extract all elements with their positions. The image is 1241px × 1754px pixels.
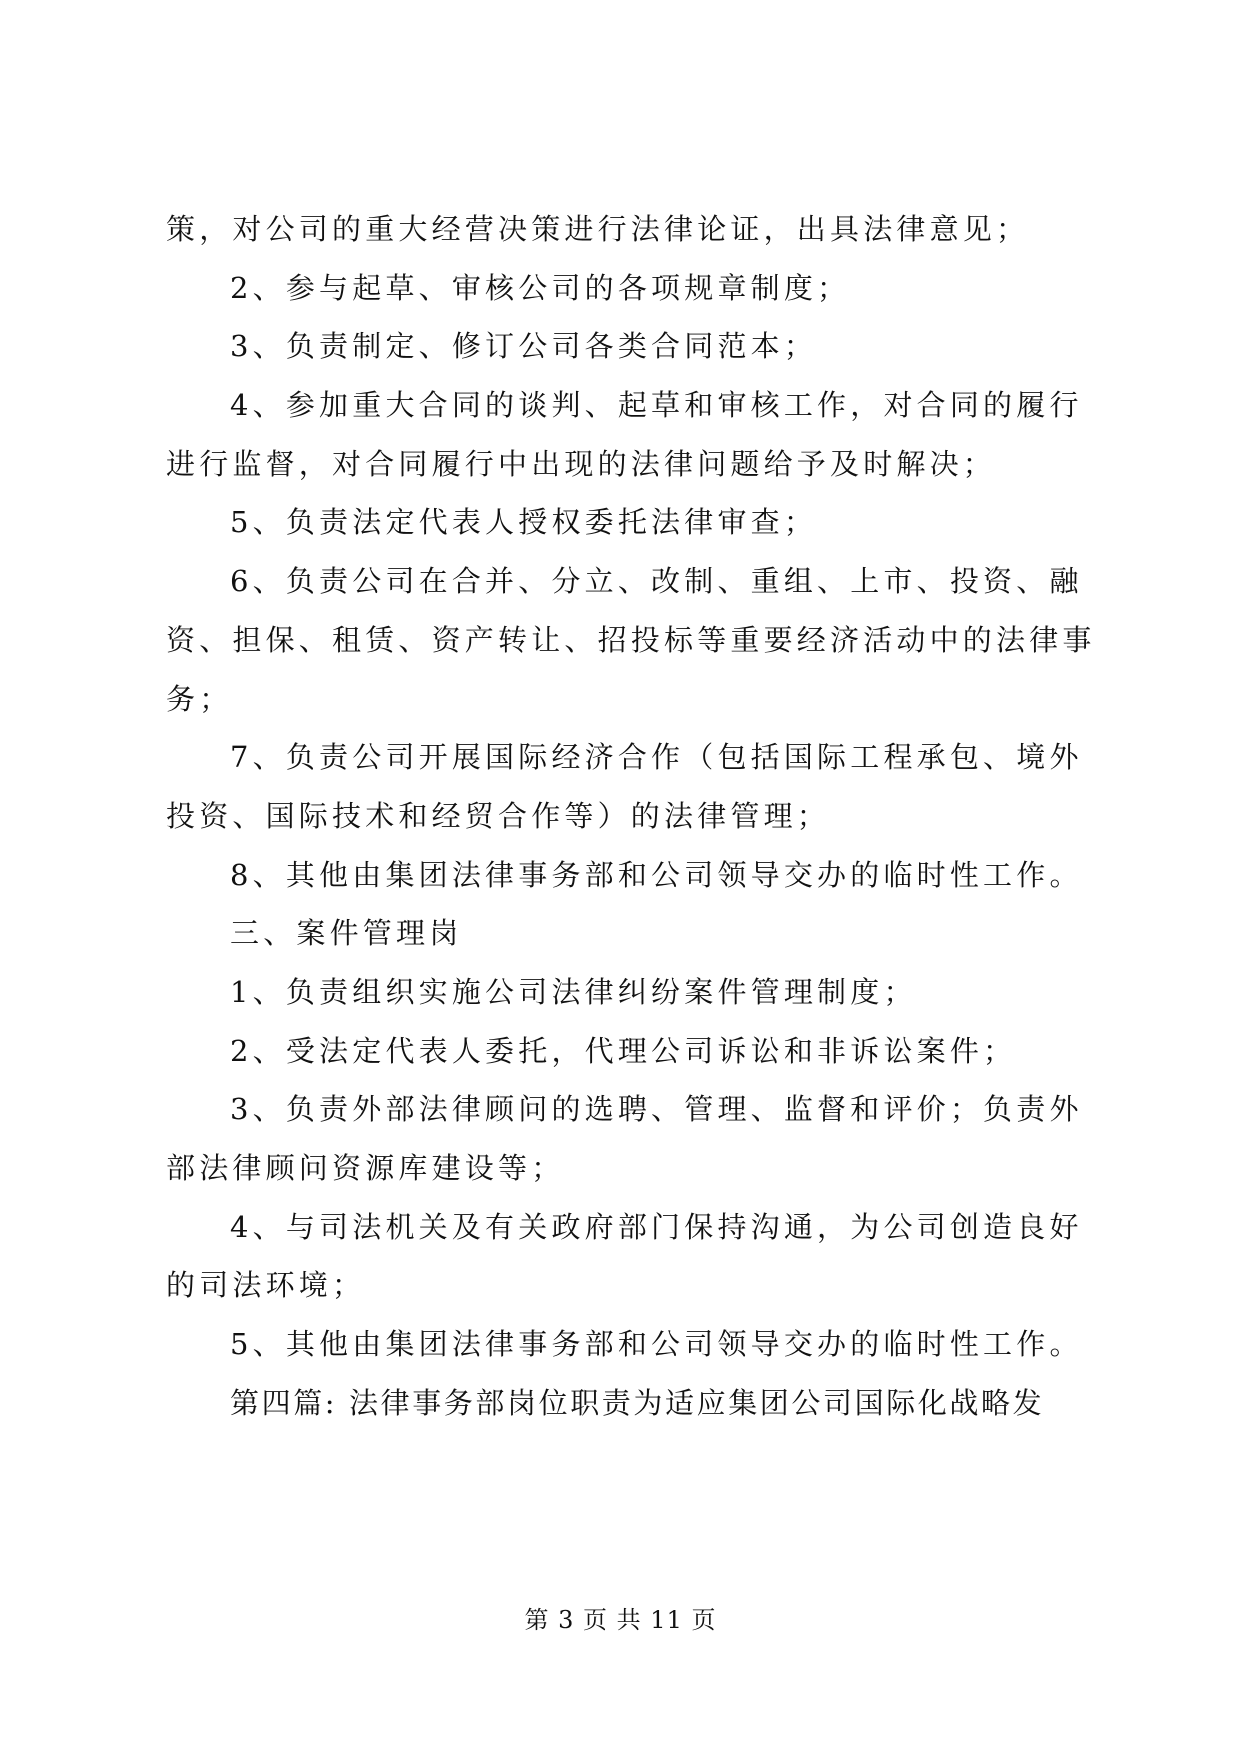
text-line: 5、负责法定代表人授权委托法律审查；	[230, 505, 818, 540]
text-line: 第四篇: 法律事务部岗位职责为适应集团公司国际化战略发	[230, 1385, 1045, 1420]
text-line: 7、负责公司开展国际经济合作（包括国际工程承包、境外	[230, 740, 1083, 775]
text-line: 投资、国际技术和经贸合作等）的法律管理；	[166, 798, 831, 833]
text-line: 的司法环境；	[166, 1268, 366, 1303]
text-line: 部法律顾问资源库建设等；	[166, 1151, 565, 1185]
text-line: 资、担保、租赁、资产转让、招投标等重要经济活动中的法律事	[166, 622, 1096, 657]
text-line: 3、负责外部法律顾问的选聘、管理、监督和评价；负责外	[230, 1092, 1083, 1127]
body-text	[166, 200, 1096, 1432]
text-line: 1、负责组织实施公司法律纠纷案件管理制度；	[230, 974, 917, 1009]
page-footer: 第 3 页 共 11 页	[524, 1606, 717, 1634]
text-line: 4、与司法机关及有关政府部门保持沟通，为公司创造良好	[230, 1209, 1083, 1244]
text-line: 5、其他由集团法律事务部和公司领导交办的临时性工作。	[230, 1327, 1083, 1362]
text-line: 2、参与起草、审核公司的各项规章制度；	[230, 270, 851, 305]
text-line: 3、负责制定、修订公司各类合同范本；	[230, 329, 818, 364]
text-line: 三、案件管理岗	[230, 916, 463, 951]
text-line: 8、其他由集团法律事务部和公司领导交办的临时性工作。	[230, 857, 1083, 892]
text-line: 6、负责公司在合并、分立、改制、重组、上市、投资、融	[230, 564, 1083, 599]
text-line: 2、受法定代表人委托，代理公司诉讼和非诉讼案件；	[230, 1033, 1017, 1068]
text-line: 4、参加重大合同的谈判、起草和审核工作，对合同的履行	[230, 388, 1083, 423]
text-line: 进行监督，对合同履行中出现的法律问题给予及时解决；	[166, 446, 997, 481]
text-line: 策，对公司的重大经营决策进行法律论证，出具法律意见；	[166, 212, 1030, 246]
text-line: 务；	[166, 681, 233, 716]
